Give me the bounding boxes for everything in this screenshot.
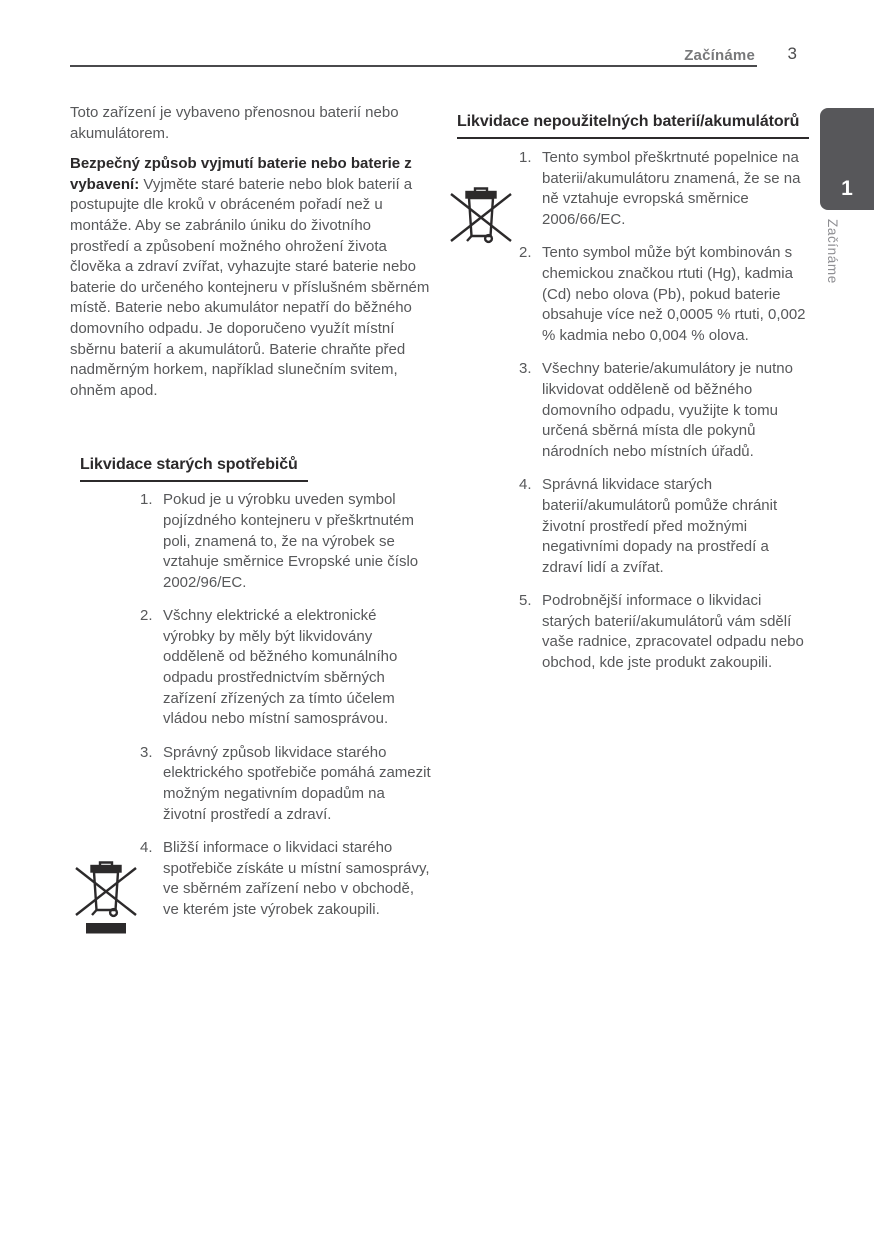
batteries-list — [455, 148, 807, 674]
section-title-batteries: Likvidace nepoužitelných baterií/akumulátorů — [457, 112, 809, 139]
header-rule — [70, 65, 757, 67]
list-item — [519, 475, 807, 578]
left-column — [70, 103, 433, 934]
list-item — [519, 148, 807, 230]
section-title-old-appliances: Likvidace starých spotřebičů — [80, 455, 308, 482]
list-item-number: 5. — [519, 592, 532, 610]
list-item-text: Bližší informace o likvidaci starého spotřebiče získáte u místní samosprávy, ve sběrném zařízení nebo v obchodě, ve kterém jste výrobek zakoupili. — [163, 839, 430, 918]
list-item-text: Tento symbol může být kombinován s chemickou značkou rtuti (Hg), kadmia (Cd) nebo olova (Pb), pokud baterie obsahuje více než 0,0005 % rtuti, 0,002 % kadmia nebo 0,004 % olova. — [542, 244, 806, 344]
battery-removal-paragraph — [70, 154, 433, 401]
list-item-text: Tento symbol přeškrtnuté popelnice na baterii/akumulátoru znamená, že se na ně vztahuje evropská směrnice 2006/66/EC. — [542, 149, 801, 228]
list-item-number: 4. — [140, 839, 153, 857]
chapter-vertical-label: Začínáme — [825, 219, 840, 284]
battery-removal-text: Vyjměte staré baterie nebo blok baterií a postupujte dle kroků v obráceném pořadí než u montáže. Aby se zabránilo úniku do životního prostředí a způsobení možného ohrožení života člověka a zdraví zvířat, vyhazujte staré baterie nebo baterie do určeného kontejneru v příslušném sběrném místě. Baterie nebo akumulátor nepatří do běžného domovního odpadu. Je doporučeno využít místní sběrnu baterií a akumulátorů. Baterie chraňte před nadměrným horkem, například slunečním svitem, ohněm apod. — [70, 175, 430, 399]
list-item-text: Správný způsob likvidace starého elektrického spotřebiče pomáhá zamezit možným negativním dopadům na životní prostředí a zdraví. — [163, 743, 431, 823]
list-item-number: 2. — [519, 244, 532, 262]
list-item — [140, 606, 433, 730]
list-item-number: 1. — [140, 491, 153, 509]
list-item — [519, 359, 807, 462]
list-item-number: 3. — [140, 743, 153, 761]
chapter-tab-number: 1 — [841, 177, 853, 200]
list-item-number: 3. — [519, 360, 532, 378]
list-item-text: Podrobnější informace o likvidaci starých baterií/akumulátorů vám sdělí vaše radnice, zpracovatel odpadu nebo obchod, kde jste produkt zakoupili. — [542, 592, 804, 672]
header-page-number: 3 — [787, 44, 797, 63]
list-item-text: Všchny elektrické a elektronické výrobky by měly být likvidovány odděleně od běžného komunálního odpadu prostřednictvím sběrných zařízení zřízených za tímto účelem vládou nebo místní samosprávou. — [163, 607, 398, 728]
intro-paragraph: Toto zařízení je vybaveno přenosnou baterií nebo akumulátorem. — [70, 104, 399, 142]
battery-removal-lead: Bezpečný způsob vyjmutí baterie nebo baterie z vybavení: — [70, 155, 412, 193]
list-item-text: Všechny baterie/akumulátory je nutno likvidovat odděleně od běžného domovního odpadu, využijte k tomu určená sběrná místa dle pokynů národních nebo místních úřadů. — [542, 360, 793, 460]
list-item — [140, 838, 433, 920]
list-item-number: 1. — [519, 149, 532, 166]
list-item — [519, 591, 807, 673]
list-item-text: Pokud je u výrobku uveden symbol pojízdného kontejneru v přeškrtnutém poli, znamená to, že na výrobek se vztahuje směrnice Evropské unie číslo 2002/96/EC. — [163, 491, 419, 591]
old-appliances-list — [70, 490, 433, 920]
weee-crossed-out-wheeled-bin-with-bar-icon — [74, 858, 138, 936]
list-item-number: 2. — [140, 607, 153, 625]
weee-crossed-out-wheeled-bin-icon — [449, 184, 513, 246]
chapter-tab — [820, 108, 874, 210]
list-item-number: 4. — [519, 476, 532, 494]
list-item — [140, 743, 433, 825]
right-column — [455, 112, 807, 687]
header-section-label: Začínáme — [684, 47, 755, 64]
list-item-text: Správná likvidace starých baterií/akumulátorů pomůže chránit životní prostředí před možnými negativními dopady na prostředí a zdraví lidí a zvířat. — [542, 476, 778, 576]
list-item — [519, 243, 807, 346]
list-item — [140, 490, 433, 593]
